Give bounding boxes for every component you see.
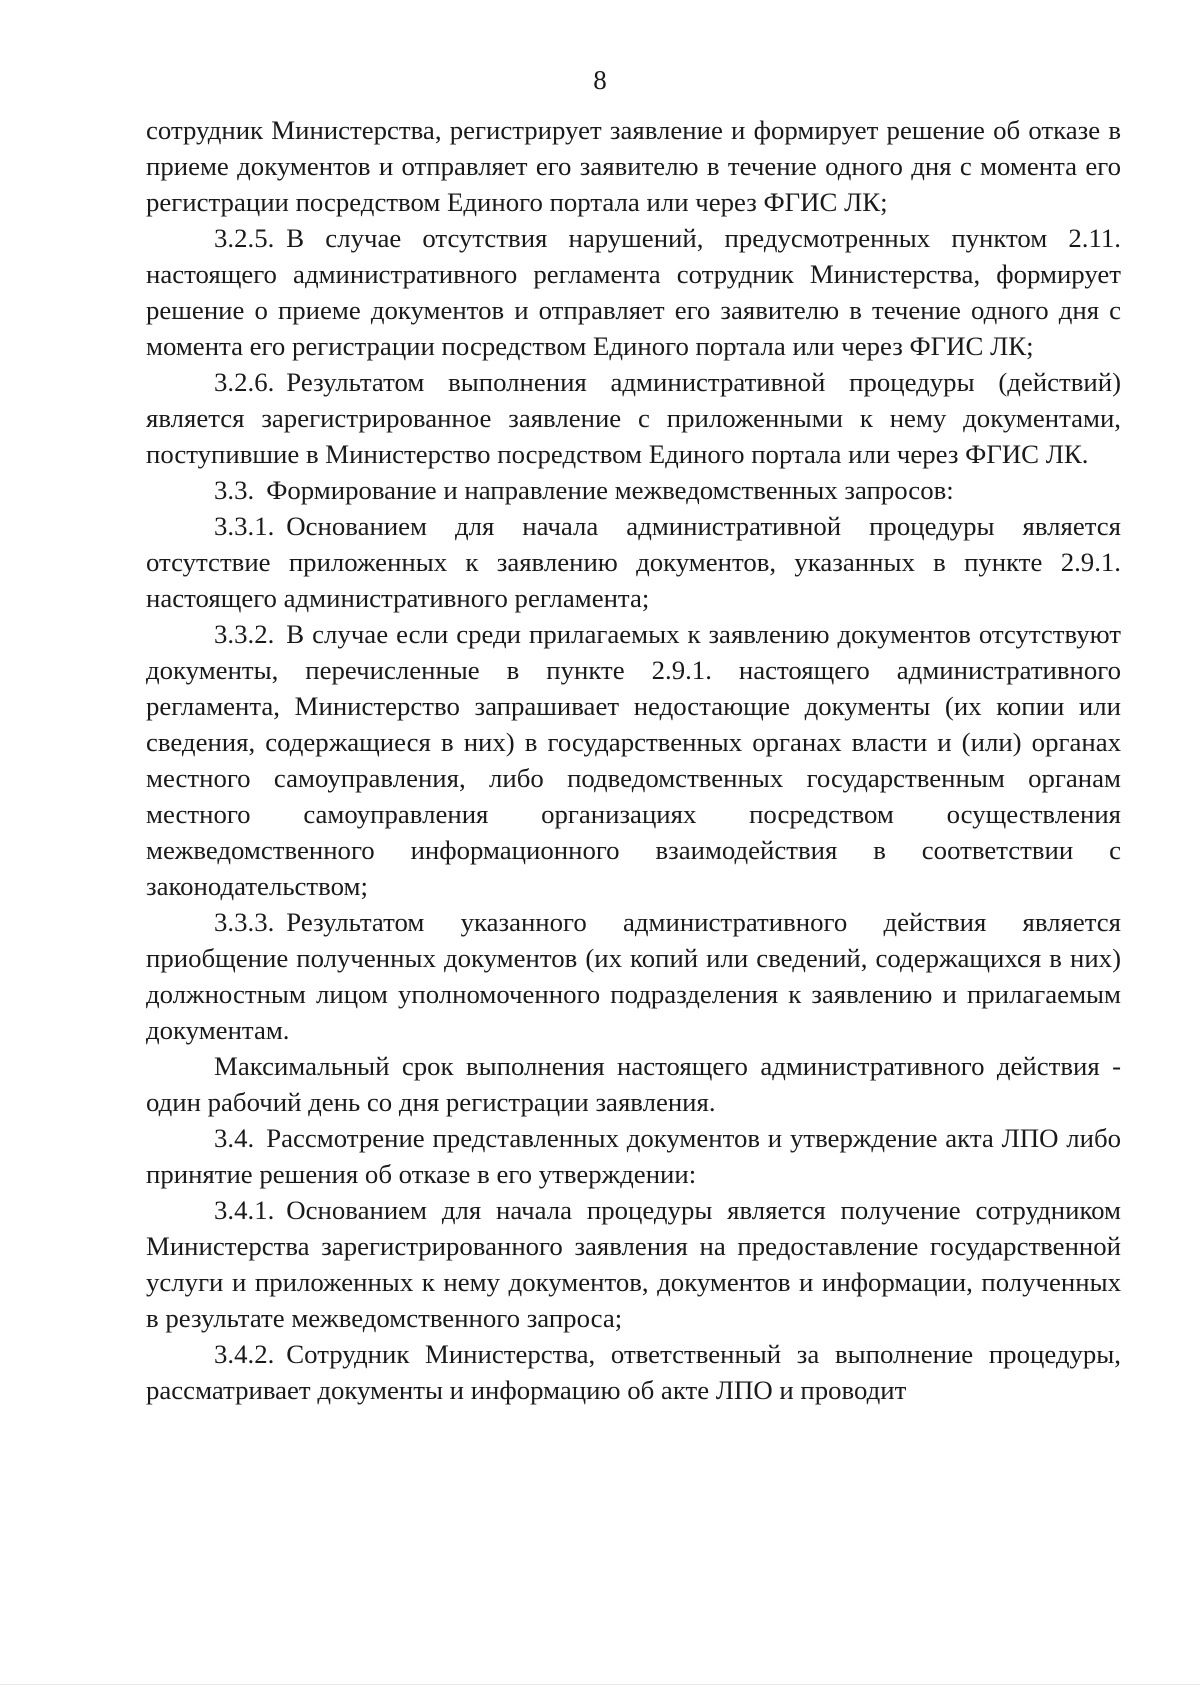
paragraph-text: Формирование и направление межведомственных запросов: xyxy=(266,475,954,505)
paragraph-number: 3.4.1. xyxy=(214,1195,275,1225)
paragraph-number: 3.3.1. xyxy=(214,511,275,541)
section-heading-3-4 xyxy=(146,1120,1121,1192)
paragraph-3-2-6 xyxy=(146,364,1121,472)
paragraph-text: Основанием для начала административной процедуры является отсутствие приложенных к заявлению документов, указанных в пункте 2.9.1. настоящего административного регламента; xyxy=(146,511,1121,613)
paragraph-text: Основанием для начала процедуры является получение сотрудником Министерства зарегистрированного заявления на предоставление государственной услуги и приложенных к нему документов, документов и информации, полученных в результате межведомственного запроса; xyxy=(146,1195,1121,1333)
paragraph-number: 3.2.6. xyxy=(214,367,275,397)
paragraph-3-3-3 xyxy=(146,904,1121,1048)
paragraph-max-term xyxy=(146,1048,1121,1120)
page-number: 8 xyxy=(593,65,607,95)
paragraph-continuation xyxy=(146,112,1121,220)
paragraph-number: 3.3. xyxy=(214,475,255,505)
scan-edge-line xyxy=(0,1684,1200,1685)
paragraph-3-4-1 xyxy=(146,1192,1121,1336)
paragraph-number: 3.4. xyxy=(214,1123,255,1153)
paragraph-text: Сотрудник Министерства, ответственный за выполнение процедуры, рассматривает документы и информацию об акте ЛПО и проводит xyxy=(146,1339,1121,1405)
paragraph-3-3-2 xyxy=(146,616,1121,904)
paragraph-text: Рассмотрение представленных документов и утверждение акта ЛПО либо принятие решения об отказе в его утверждении: xyxy=(146,1123,1121,1189)
paragraph-number: 3.2.5. xyxy=(214,223,275,253)
paragraph-text: сотрудник Министерства, регистрирует заявление и формирует решение об отказе в приеме документов и отправляет его заявителю в течение одного дня с момента его регистрации посредством Единого портала или через ФГИС ЛК; xyxy=(146,115,1121,217)
paragraph-text: Результатом выполнения административной процедуры (действий) является зарегистрированное заявление с приложенными к нему документами, поступившие в Министерство посредством Единого портала или через ФГИС ЛК. xyxy=(146,367,1121,469)
paragraph-text: Максимальный срок выполнения настоящего административного действия - один рабочий день со дня регистрации заявления. xyxy=(146,1051,1121,1117)
paragraph-number: 3.4.2. xyxy=(214,1339,275,1369)
paragraph-number: 3.3.2. xyxy=(214,619,275,649)
paragraph-text: Результатом указанного административного действия является приобщение полученных документов (их копий или сведений, содержащихся в них) должностным лицом уполномоченного подразделения к заявлению и прилагаемым документам. xyxy=(146,907,1121,1045)
paragraph-3-2-5 xyxy=(146,220,1121,364)
document-body xyxy=(146,112,1121,1408)
paragraph-text: В случае если среди прилагаемых к заявлению документов отсутствуют документы, перечисленные в пункте 2.9.1. настоящего административного регламента, Министерство запрашивает недостающие документы (их копии или сведения, содержащиеся в них) в государственных органах власти и (или) органах местного самоуправления, либо подведомственных государственным органам местного самоуправления организациях посредством осуществления межведомственного информационного взаимодействия в соответствии с законодательством; xyxy=(146,619,1121,901)
paragraph-3-4-2 xyxy=(146,1336,1121,1408)
paragraph-3-3-1 xyxy=(146,508,1121,616)
paragraph-number: 3.3.3. xyxy=(214,907,275,937)
paragraph-text: В случае отсутствия нарушений, предусмотренных пунктом 2.11. настоящего административного регламента сотрудник Министерства, формирует решение о приеме документов и отправляет его заявителю в течение одного дня с момента его регистрации посредством Единого портала или через ФГИС ЛК; xyxy=(146,223,1121,361)
section-heading-3-3 xyxy=(146,472,1121,508)
